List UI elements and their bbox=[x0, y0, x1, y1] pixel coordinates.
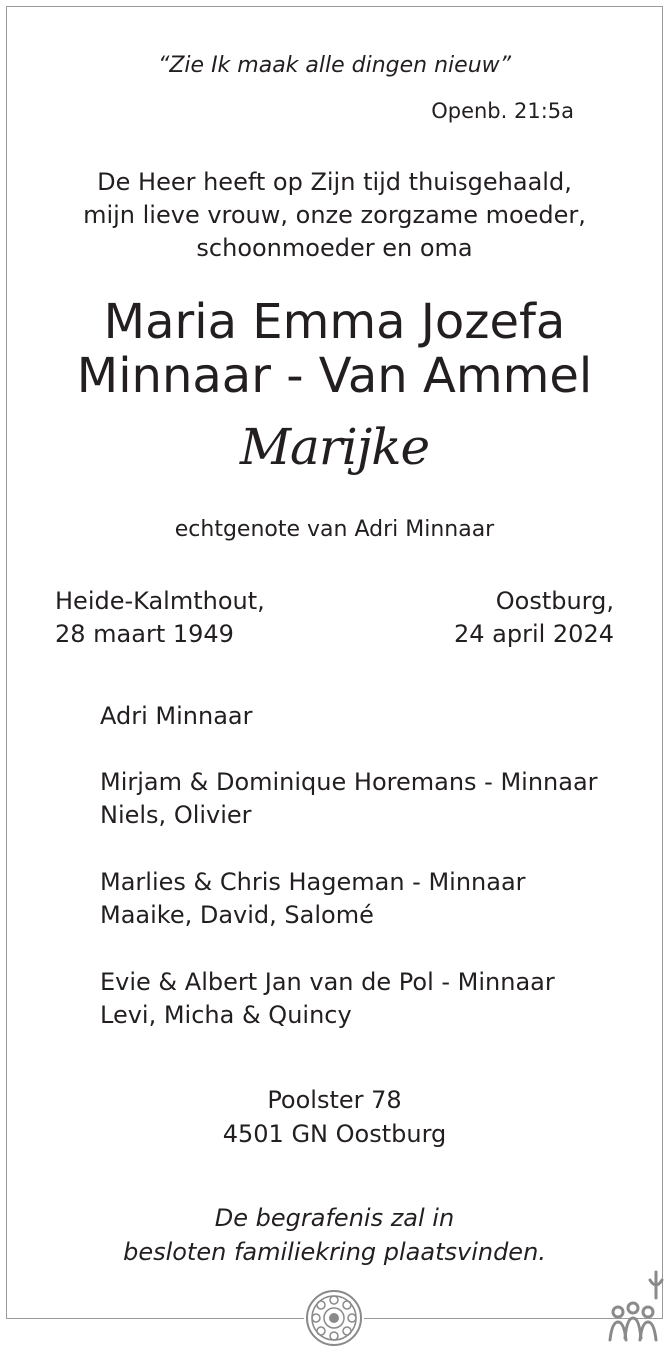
death-date: 24 april 2024 bbox=[453, 620, 614, 648]
family-group bbox=[100, 766, 598, 832]
spouse-line: echtgenote van Adri Minnaar bbox=[174, 517, 495, 542]
death-place: Oostburg, bbox=[495, 587, 614, 615]
family-line: Levi, Micha & Quincy bbox=[100, 1001, 352, 1029]
funeral-line: De begrafenis zal in bbox=[214, 1204, 455, 1232]
address-line: Poolster 78 bbox=[267, 1086, 402, 1114]
deceased-name bbox=[0, 295, 669, 403]
birth-place: Heide-Kalmthout, bbox=[55, 587, 265, 615]
rosette-ornament-icon bbox=[304, 1288, 364, 1348]
intro-text bbox=[0, 166, 669, 265]
family-line: Evie & Albert Jan van de Pol - Minnaar bbox=[100, 968, 555, 996]
intro-line: De Heer heeft op Zijn tijd thuisgehaald, bbox=[97, 168, 572, 196]
intro-line: mijn lieve vrouw, onze zorgzame moeder, bbox=[83, 201, 586, 229]
family-line: Mirjam & Dominique Horemans - Minnaar bbox=[100, 768, 598, 796]
family-group bbox=[100, 966, 555, 1032]
birth-info bbox=[55, 585, 265, 651]
name-line: Maria Emma Jozefa bbox=[103, 294, 566, 350]
family-group bbox=[100, 700, 252, 733]
address-line: 4501 GN Oostburg bbox=[222, 1120, 447, 1148]
family-line: Niels, Olivier bbox=[100, 801, 252, 829]
family-line: Maaike, David, Salomé bbox=[100, 901, 374, 929]
birth-date: 28 maart 1949 bbox=[55, 620, 234, 648]
death-info bbox=[454, 585, 614, 651]
nickname: Marijke bbox=[239, 418, 430, 476]
bible-quote: “Zie Ik maak alle dingen nieuw” bbox=[157, 53, 512, 78]
family-line: Marlies & Chris Hageman - Minnaar bbox=[100, 868, 526, 896]
intro-line: schoonmoeder en oma bbox=[196, 234, 473, 262]
address bbox=[0, 1083, 669, 1151]
family-figures-logo-icon bbox=[606, 1268, 666, 1346]
name-line: Minnaar - Van Ammel bbox=[76, 348, 593, 404]
funeral-note bbox=[0, 1201, 669, 1269]
funeral-line: besloten familiekring plaatsvinden. bbox=[123, 1238, 546, 1266]
quote-reference: Openb. 21:5a bbox=[431, 99, 574, 123]
family-line: Adri Minnaar bbox=[100, 702, 253, 730]
family-group bbox=[100, 866, 526, 932]
